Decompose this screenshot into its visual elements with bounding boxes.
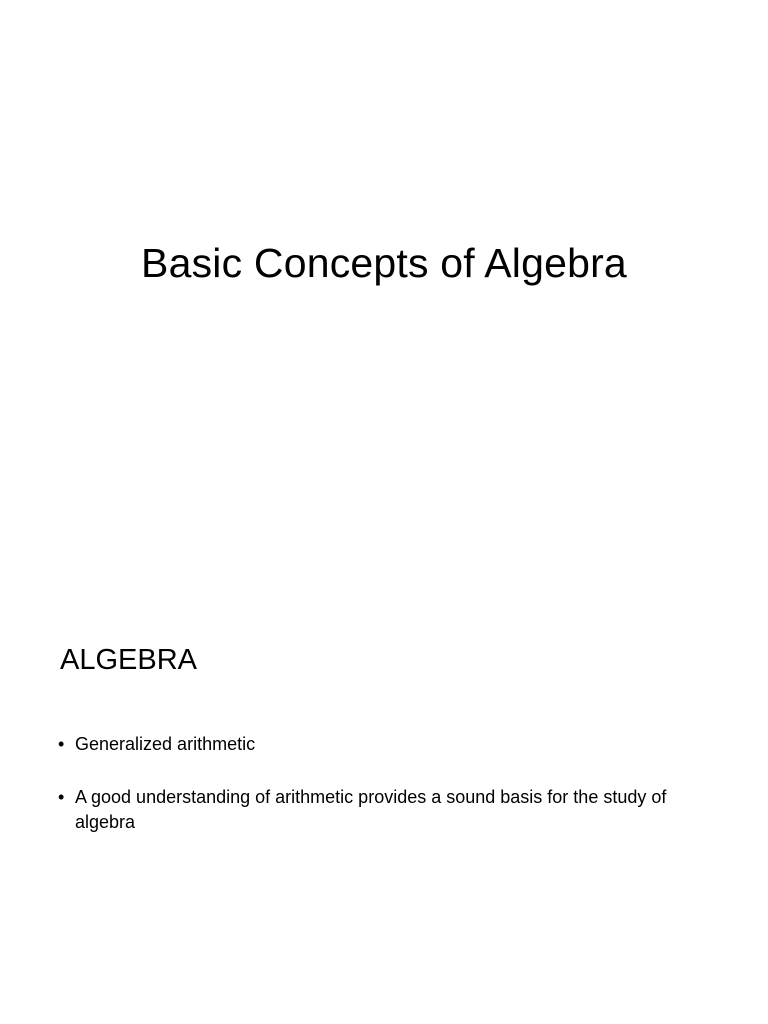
content-slide: [0, 544, 768, 976]
bullet-text: Generalized arithmetic: [75, 734, 256, 754]
bullet-icon: •: [58, 734, 65, 754]
title-slide: [0, 48, 768, 480]
bullet-icon: •: [58, 787, 65, 807]
bullet-item: [58, 785, 718, 835]
bullet-item: [58, 732, 718, 757]
slide-title: Basic Concepts of Algebra: [141, 240, 627, 286]
bullet-list: [58, 732, 718, 863]
slide-heading: ALGEBRA: [60, 644, 197, 676]
bullet-text: A good understanding of arithmetic provides a sound basis for the study of algebra: [75, 787, 667, 832]
